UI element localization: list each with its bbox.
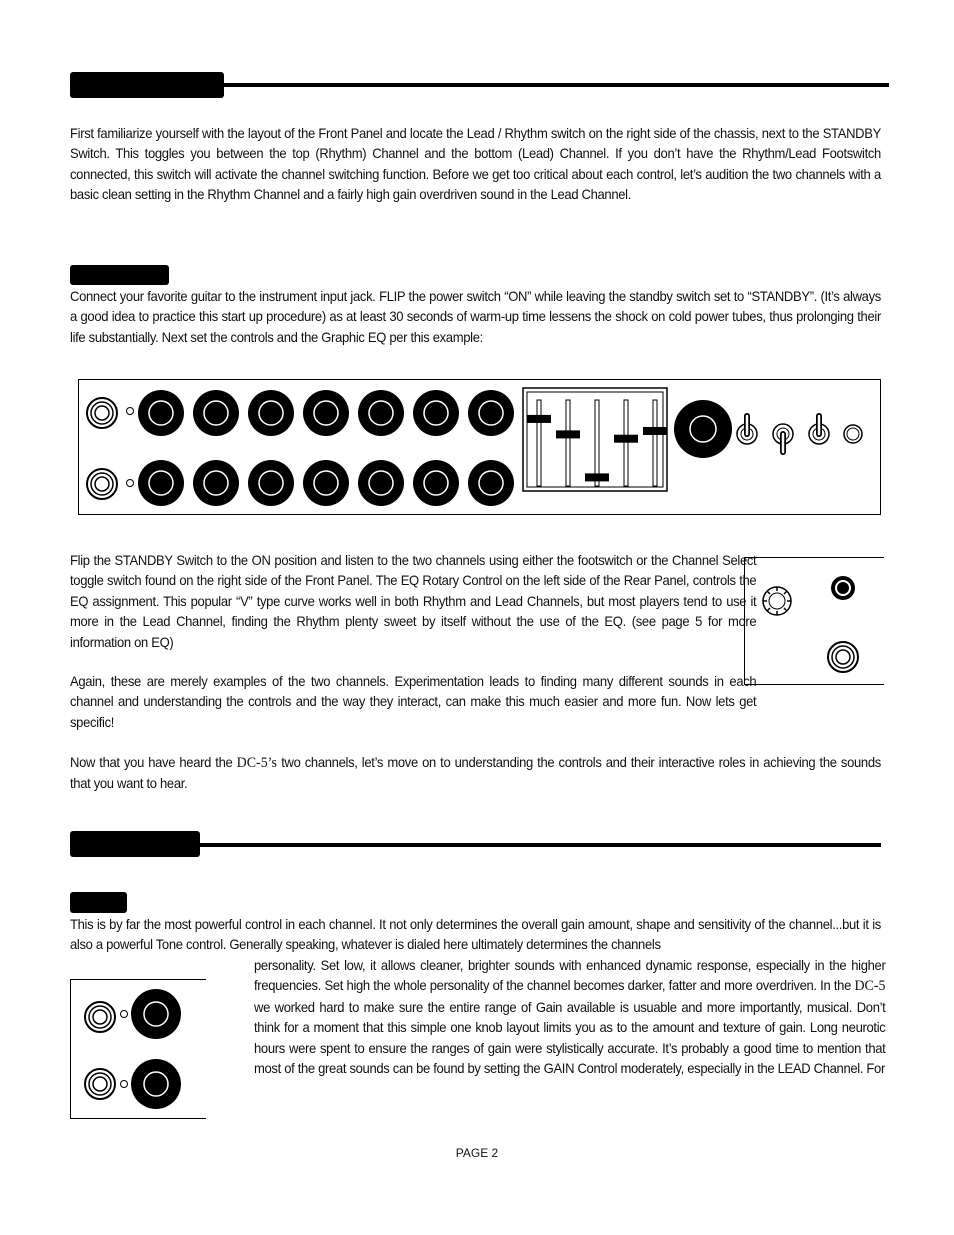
front-panel-diagram <box>78 379 881 515</box>
lead-knob-icon <box>138 460 184 506</box>
rhythm-knob-icon <box>248 390 294 436</box>
listen-paragraph-3 <box>70 752 881 794</box>
lead-knob-icon <box>303 460 349 506</box>
rhythm-gain-knob-icon <box>131 989 181 1039</box>
intro-paragraph: First familiarize yourself with the layout of the Front Panel and locate the Lead / Rhythm switch on the right side of the chassis, next to the STANDBY Switch. This toggles you between the top (Rhythm) Channel and the bottom (Lead) Channel. If you don’t have the Rhythm/Lead Footswitch connected, this switch will activate the channel switching function. Before we get too critical about each control, let’s audition the two channels with a basic clean setting in the Rhythm Channel and a fairly high gain overdriven sound in the Lead Channel. <box>70 125 881 203</box>
eq-slider-cap <box>614 435 638 443</box>
section-rule <box>218 83 889 87</box>
gain-wrap-start: personality. Set low, it allows cleaner, brighter sounds with enhanced dynamic response, especially in the higher frequencies. Set high the whole personality of the channel becomes darker, fatter and more overdriven. In the <box>254 957 886 994</box>
rhythm-input-jack-icon <box>85 1002 128 1032</box>
eq-rotary-icon <box>763 587 791 615</box>
model-name: DC-5’s <box>236 755 277 771</box>
lead-input-jack-icon <box>85 1069 128 1099</box>
lead-input-jack-icon <box>87 469 117 499</box>
rear-panel-inset <box>744 557 884 685</box>
subsection-tab-gain <box>70 892 127 913</box>
eq-slider-cap <box>585 473 609 481</box>
gain-inset <box>70 979 206 1119</box>
section-rule-2 <box>196 843 881 847</box>
subsection-tab <box>70 265 169 285</box>
footswitch-jack-icon <box>831 576 855 600</box>
eq-slider-track <box>595 400 599 486</box>
rhythm-led-icon <box>127 408 134 415</box>
rhythm-knob-icon <box>138 390 184 436</box>
gain-paragraph-wrap <box>254 955 885 1078</box>
model-name-2: DC-5 <box>854 978 886 995</box>
lead-knob-icon <box>193 460 239 506</box>
eq-slider-cap <box>527 415 551 423</box>
rhythm-knob-icon <box>468 390 514 436</box>
rhythm-knob-icon <box>193 390 239 436</box>
front-panel-svg <box>79 380 882 516</box>
listen-paragraph-2: Again, these are merely examples of the two channels. Experimentation leads to finding many different sounds in each channel and understanding the controls and the way they interact, can make this much easier and more fun. Now lets get specific! <box>70 673 757 730</box>
rhythm-knob-icon <box>358 390 404 436</box>
eq-slider-track <box>624 400 628 486</box>
lead-knob-icon <box>248 460 294 506</box>
input-jack-icon <box>828 642 858 672</box>
rhythm-knob-icon <box>413 390 459 436</box>
gain-wrap-end: we worked hard to make sure the entire range of Gain available is usuable and more importantly, musical. Don’t think for a moment that this simple one knob layout limits you as to the amount and texture of gain. Long neurotic hours were spent to ensure the ranges of gain were stylistically accurate. It’s probably a good time to mention that most of the great sounds can be found by setting the GAIN Control moderately, especially in the LEAD Channel. For <box>254 998 886 1077</box>
master-volume-knob-center <box>690 416 716 442</box>
lead-knob-icon <box>468 460 514 506</box>
paragraph3-end: two channels, let’s move on to understanding the controls and their interactive roles in achieving the sounds that you want to hear. <box>70 754 881 792</box>
section-tab-2 <box>70 831 200 857</box>
lead-led-icon <box>127 480 134 487</box>
section-tab <box>70 72 224 98</box>
eq-slider-cap <box>643 427 667 435</box>
rhythm-input-jack-icon <box>87 398 117 428</box>
lead-knob-icon <box>358 460 404 506</box>
rhythm-knob-icon <box>303 390 349 436</box>
eq-slider-cap <box>556 430 580 438</box>
eq-slider-track <box>537 400 541 486</box>
paragraph3-start: Now that you have heard the <box>70 754 237 770</box>
gain-paragraph-top: This is by far the most powerful control in each channel. It not only determines the overall gain amount, shape and sensitivity of the channel...but it is also a powerful Tone control. Generally speaking, whatever is dialed here ultimately determines the channels <box>70 916 881 953</box>
lead-gain-knob-icon <box>131 1059 181 1109</box>
lead-knob-icon <box>413 460 459 506</box>
eq-slider-track <box>653 400 657 486</box>
page-number: PAGE 2 <box>455 1146 499 1160</box>
power-indicator-lens <box>847 428 859 440</box>
listen-paragraph-1: Flip the STANDBY Switch to the ON position and listen to the two channels using either the footswitch or the Channel Select toggle switch found on the right side of the Front Panel. The EQ Rotary Control on the left side of the Rear Panel, controls the EQ assignment. This popular “V” type curve works well in both Rhythm and Lead Channels, but most players tend to use it more in the Lead Channel, finding the Rhythm plenty sweet by itself without the use of the EQ. (see page 5 for more information on EQ) <box>70 552 757 650</box>
eq-slider-track <box>566 400 570 486</box>
startup-paragraph: Connect your favorite guitar to the instrument input jack. FLIP the power switch “ON” while leaving the standby switch set to “STANDBY”. (It’s always a good idea to practice this start up procedure) as at least 30 seconds of warm-up time lessens the shock on cold power tubes, thus prolonging their life substantially. Next set the controls and the Graphic EQ per this example: <box>70 288 881 345</box>
